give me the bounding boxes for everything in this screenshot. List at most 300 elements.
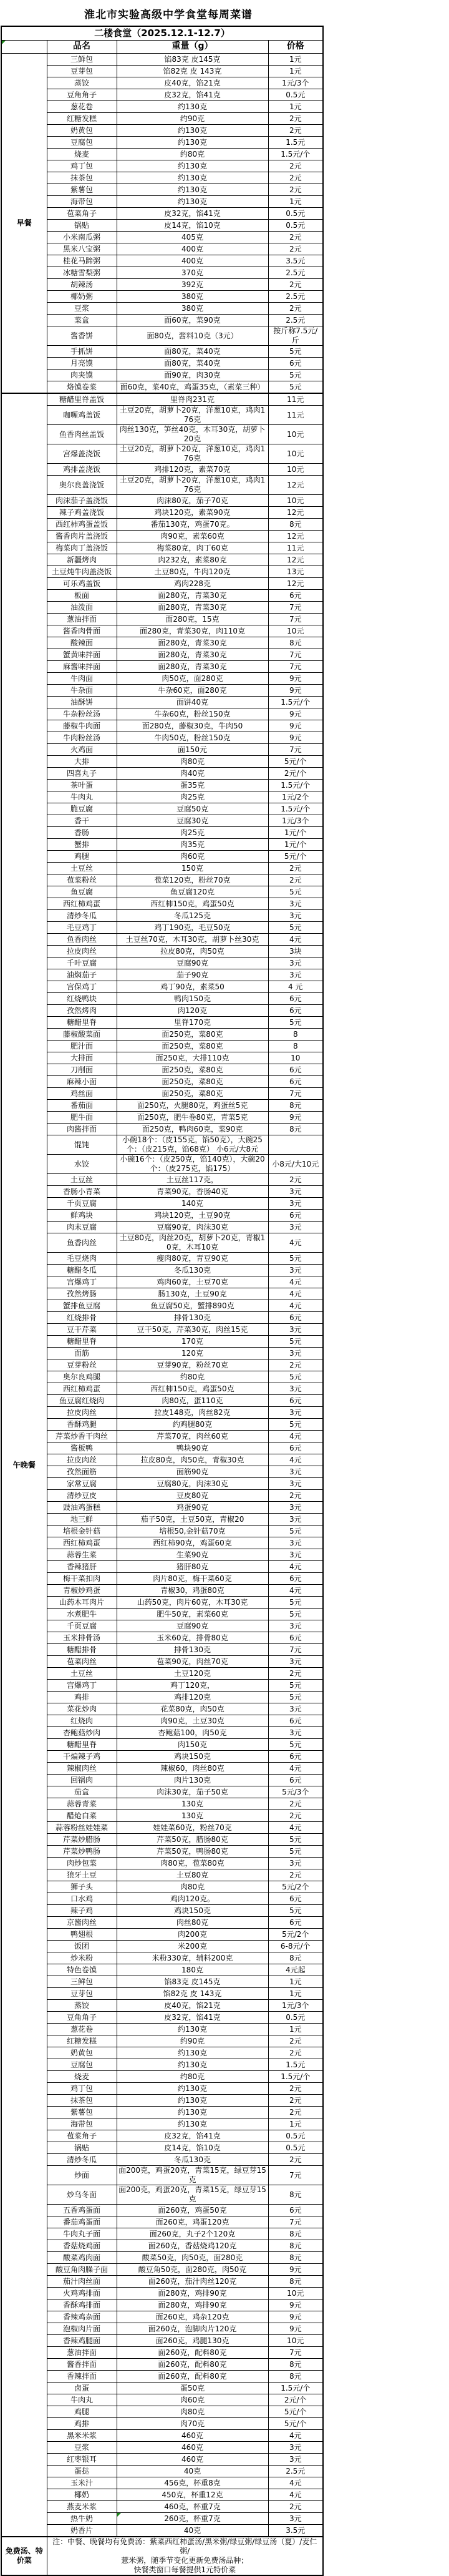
- item-name-cell: 鸡腿: [47, 851, 117, 863]
- item-price-cell: 5元: [268, 1834, 323, 1846]
- item-name-cell: 葱花卷: [47, 101, 117, 113]
- item-name-cell: 豆芽粉丝: [47, 1359, 117, 1371]
- item-name-cell: 红烧肉: [47, 1715, 117, 1727]
- item-price-cell: 4元: [268, 1233, 323, 1253]
- item-name-cell: 鸡排: [47, 1692, 117, 1703]
- item-price-cell: 9元: [268, 2299, 323, 2311]
- item-name-cell: 肥汁面: [47, 1041, 117, 1052]
- menu-row: [1, 2383, 323, 2394]
- item-price-cell: 5元/个: [268, 2418, 323, 2430]
- menu-row: [1, 1976, 323, 1988]
- item-weight-cell: 肉25克: [117, 827, 268, 839]
- menu-row: [1, 2035, 323, 2047]
- item-price-cell: 2元: [268, 2047, 323, 2059]
- item-weight-cell: 面280克，青菜30克: [117, 661, 268, 673]
- item-price-cell: 9元: [268, 720, 323, 732]
- item-price-cell: 1元: [268, 101, 323, 113]
- item-price-cell: 0.5元: [268, 2012, 323, 2024]
- item-price-cell: 3元: [268, 1324, 323, 1336]
- item-name-cell: 杏鲍菇炒肉: [47, 1727, 117, 1739]
- menu-row: [1, 2185, 323, 2205]
- item-price-cell: 1.5元: [268, 2059, 323, 2071]
- item-price-cell: 2元: [268, 113, 323, 125]
- menu-row: [1, 1324, 323, 1336]
- item-weight-cell: 170克: [117, 1336, 268, 1348]
- item-weight-cell: 蛋50克: [117, 2383, 268, 2394]
- menu-row: [1, 1359, 323, 1371]
- item-name-cell: 毛豆鸡丁: [47, 922, 117, 934]
- item-name-cell: 紫薯包: [47, 184, 117, 196]
- menu-row: [1, 1288, 323, 1300]
- item-weight-cell: 面250克，火腿80克，鸡蛋丝5克: [117, 1100, 268, 1112]
- item-name-cell: 三鲜包: [47, 1976, 117, 1988]
- item-price-cell: 6元: [268, 1442, 323, 1454]
- item-weight-cell: 豆干50克，芹菜30克，肉丝15克: [117, 1324, 268, 1336]
- item-weight-cell: 约130克: [117, 184, 268, 196]
- item-weight-cell: 馅82克 皮 143克: [117, 1988, 268, 2000]
- menu-row: [1, 2166, 323, 2185]
- menu-row: [1, 1265, 323, 1276]
- menu-row: [1, 1834, 323, 1846]
- item-price-cell: 3元: [268, 1383, 323, 1395]
- menu-row: [1, 1454, 323, 1466]
- item-price-cell: 3元: [268, 1198, 323, 1210]
- item-name-cell: 脆豆腐: [47, 803, 117, 815]
- menu-row: [1, 2130, 323, 2142]
- menu-row: [1, 1917, 323, 1929]
- menu-row: [1, 1253, 323, 1265]
- menu-row: [1, 1561, 323, 1573]
- menu-row: [1, 1371, 323, 1383]
- menu-row: [1, 2000, 323, 2012]
- item-name-cell: 肉沫茄子盖浇饭: [47, 495, 117, 507]
- item-weight-cell: 牛杂60克，面280克: [117, 685, 268, 697]
- item-price-cell: 1元: [268, 2024, 323, 2035]
- item-name-cell: 茄汁肉丝面: [47, 2276, 117, 2288]
- item-weight-cell: 花菜80克，肉50克: [117, 1703, 268, 1715]
- item-name-cell: 奶香片: [47, 2525, 117, 2537]
- item-price-cell: 6元: [268, 358, 323, 370]
- item-weight-cell: 娃娃菜60克，粉丝70克: [117, 1822, 268, 1834]
- menu-row: [1, 184, 323, 196]
- item-price-cell: 6元: [268, 2205, 323, 2216]
- item-name-cell: 糖醋冬瓜: [47, 1265, 117, 1276]
- item-price-cell: 2元: [268, 1174, 323, 1186]
- menu-row: [1, 1233, 323, 1253]
- menu-row: [1, 2525, 323, 2537]
- item-name-cell: 红烧鸭块: [47, 993, 117, 1005]
- menu-row: [1, 934, 323, 946]
- item-name-cell: 牛肉丸: [47, 2394, 117, 2406]
- item-price-cell: 9元: [268, 708, 323, 720]
- item-weight-cell: 380克: [117, 291, 268, 303]
- item-name-cell: 家常豆腐: [47, 1478, 117, 1490]
- item-name-cell: 香酥鸡腿: [47, 1419, 117, 1431]
- item-price-cell: 3元: [268, 1514, 323, 1526]
- item-weight-cell: 约90克: [117, 2035, 268, 2047]
- menu-row: [1, 851, 323, 863]
- item-name-cell: 糖醋里脊: [47, 1739, 117, 1751]
- item-name-cell: 牛肉丸: [47, 791, 117, 803]
- item-weight-cell: 约130克: [117, 2095, 268, 2107]
- item-name-cell: 麻辣小面: [47, 1076, 117, 1088]
- item-weight-cell: 约130克: [117, 160, 268, 172]
- menu-row: [1, 981, 323, 993]
- item-weight-cell: 肉25克: [117, 791, 268, 803]
- item-price-cell: 1.5元/个: [268, 149, 323, 160]
- item-price-cell: 8元: [268, 2252, 323, 2264]
- item-price-cell: 5元: [268, 381, 323, 394]
- item-weight-cell: 肉120克: [117, 1005, 268, 1017]
- item-weight-cell: 面260克，鸡蛋50克: [117, 2205, 268, 2216]
- menu-row: [1, 1135, 323, 1155]
- item-weight-cell: 约130克: [117, 172, 268, 184]
- menu-row: [1, 101, 323, 113]
- item-name-cell: 肉酱拌面: [47, 1124, 117, 1135]
- item-price-cell: 11元: [268, 393, 323, 406]
- item-name-cell: 酸菜鸡肉面: [47, 2252, 117, 2264]
- menu-row: [1, 2216, 323, 2228]
- item-name-cell: 可乐鸡盖饭: [47, 578, 117, 590]
- item-price-cell: 0.5元: [268, 2130, 323, 2142]
- item-name-cell: 三鲜包: [47, 54, 117, 66]
- item-price-cell: 3元: [268, 2454, 323, 2466]
- item-weight-cell: 豆芽90克，粉丝70克: [117, 1359, 268, 1371]
- item-name-cell: 宫爆鸡丁: [47, 1276, 117, 1288]
- item-weight-cell: 面250克，菜80克: [117, 1076, 268, 1088]
- item-name-cell: 海带包: [47, 196, 117, 208]
- item-weight-cell: 拉皮80克，肉50克，青椒30克: [117, 1454, 268, 1466]
- item-price-cell: 8元: [268, 1100, 323, 1112]
- item-price-cell: 2元: [268, 2035, 323, 2047]
- item-weight-cell: 里脊肉231克: [117, 393, 268, 406]
- item-weight-cell: 皮32克，馅41克: [117, 2130, 268, 2142]
- item-price-cell: 6元: [268, 1312, 323, 1324]
- menu-row: [1, 1490, 323, 1502]
- item-weight-cell: 皮40克，馅21克: [117, 2000, 268, 2012]
- item-price-cell: 7元: [268, 661, 323, 673]
- item-price-cell: 2元: [268, 2154, 323, 2166]
- item-weight-cell: 面280克，鸡排90克: [117, 2288, 268, 2299]
- menu-row: [1, 2228, 323, 2240]
- item-weight-cell: 豆腐80克，肉沫30克: [117, 1478, 268, 1490]
- item-name-cell: 培根金针菇: [47, 1526, 117, 1537]
- item-name-cell: 红糖发糕: [47, 2035, 117, 2047]
- menu-row: [1, 1775, 323, 1786]
- item-price-cell: 12元: [268, 531, 323, 542]
- item-weight-cell: 约130克: [117, 2047, 268, 2059]
- menu-row: [1, 358, 323, 370]
- menu-row: [1, 1174, 323, 1186]
- item-weight-cell: 约90克: [117, 113, 268, 125]
- item-weight-cell: 面260克，鸡蛋120克: [117, 2216, 268, 2228]
- menu-row: [1, 54, 323, 66]
- item-weight-cell: 皮14克，馅10克: [117, 220, 268, 232]
- item-weight-cell: 米200克: [117, 1941, 268, 1952]
- item-name-cell: 新疆烤肉: [47, 554, 117, 566]
- menu-row: [1, 993, 323, 1005]
- item-name-cell: 糖醋里脊盖饭: [47, 393, 117, 406]
- item-name-cell: 牛肉丸子面: [47, 2228, 117, 2240]
- item-weight-cell: 牛杂60克，粉丝150克: [117, 708, 268, 720]
- item-weight-cell: 辣椒60，肉丝80克: [117, 1763, 268, 1775]
- menu-row: [1, 346, 323, 358]
- item-name-cell: 芹菜炒腊肠: [47, 1834, 117, 1846]
- item-name-cell: 茶叶蛋: [47, 780, 117, 791]
- item-weight-cell: 肉80克: [117, 756, 268, 768]
- item-name-cell: 土豆丝: [47, 1174, 117, 1186]
- item-price-cell: 12元: [268, 507, 323, 519]
- menu-row: [1, 2513, 323, 2525]
- item-price-cell: 1.5元: [268, 137, 323, 149]
- item-name-cell: 鱼豆腐红烧肉: [47, 1395, 117, 1407]
- menu-row: [1, 874, 323, 886]
- item-name-cell: 清炒豆皮: [47, 1490, 117, 1502]
- item-name-cell: 菜盒: [47, 315, 117, 326]
- item-price-cell: 3元: [268, 910, 323, 922]
- item-weight-cell: 约130克: [117, 2118, 268, 2130]
- menu-row: [1, 1810, 323, 1822]
- menu-row: [1, 1798, 323, 1810]
- menu-row: [1, 1348, 323, 1359]
- item-name-cell: 小米南瓜粥: [47, 232, 117, 243]
- item-price-cell: 3元: [268, 1186, 323, 1198]
- item-name-cell: 蟹排: [47, 839, 117, 851]
- item-price-cell: 2元: [268, 1668, 323, 1680]
- item-name-cell: 豆角角子: [47, 2012, 117, 2024]
- menu-row: [1, 243, 323, 255]
- menu-row: [1, 886, 323, 898]
- menu-row: [1, 2107, 323, 2118]
- menu-row: [1, 125, 323, 137]
- menu-row: [1, 1881, 323, 1893]
- item-weight-cell: 肉90克，土豆30克: [117, 1715, 268, 1727]
- item-weight-cell: 约130克: [117, 137, 268, 149]
- item-name-cell: 鸡丁包: [47, 160, 117, 172]
- item-price-cell: 1元: [268, 66, 323, 77]
- item-name-cell: 豆角角子: [47, 89, 117, 101]
- item-name-cell: 土豆丝: [47, 1668, 117, 1680]
- menu-row: [1, 566, 323, 578]
- item-weight-cell: 豆腐90克: [117, 957, 268, 969]
- menu-row: [1, 1112, 323, 1124]
- page-title: 淮北市实验高级中学食堂每周菜谱: [84, 9, 253, 21]
- item-name-cell: 鱼香肉丝盖饭: [47, 425, 117, 444]
- item-name-cell: 西红柿鸡蛋: [47, 1537, 117, 1549]
- menu-row: [1, 2288, 323, 2299]
- item-price-cell: 2元: [268, 874, 323, 886]
- item-name-cell: 月亮馍: [47, 358, 117, 370]
- item-name-cell: 香辣猪肝: [47, 1561, 117, 1573]
- item-weight-cell: 酸菜50克，肉50克，面280克: [117, 2252, 268, 2264]
- item-weight-cell: 面250克，大排110克: [117, 1052, 268, 1064]
- item-name-cell: 泡椒肉片面: [47, 2323, 117, 2335]
- item-price-cell: 1.5元/个: [268, 2383, 323, 2394]
- item-weight-cell: 面260克，茄汁肉丝120克: [117, 2276, 268, 2288]
- item-weight-cell: 460克: [117, 2442, 268, 2454]
- item-name-cell: 奶黄包: [47, 2047, 117, 2059]
- menu-row: [1, 1041, 323, 1052]
- menu-row: [1, 2154, 323, 2166]
- item-weight-cell: 约130克: [117, 196, 268, 208]
- menu-row: [1, 803, 323, 815]
- menu-row: [1, 1715, 323, 1727]
- menu-row: [1, 756, 323, 768]
- item-name-cell: 拉皮肉丝: [47, 1454, 117, 1466]
- menu-row: [1, 279, 323, 291]
- note-line: 薏米粥，随季节变化更新免费汤品种；: [121, 2556, 249, 2565]
- item-price-cell: 1元: [268, 1976, 323, 1988]
- item-price-cell: 7元: [268, 1644, 323, 1656]
- menu-row: [1, 381, 323, 394]
- item-weight-cell: 130克: [117, 1798, 268, 1810]
- item-price-cell: 1元/个: [268, 827, 323, 839]
- item-name-cell: 土豆炖牛肉盖浇饭: [47, 566, 117, 578]
- item-price-cell: 4元: [268, 1763, 323, 1775]
- item-price-cell: 1元/3个: [268, 815, 323, 827]
- item-name-cell: 地三鲜: [47, 1514, 117, 1526]
- item-price-cell: 4元起: [268, 1964, 323, 1976]
- item-weight-cell: 猪肝80克: [117, 1561, 268, 1573]
- item-weight-cell: 面200克，鸡蛋20克，青菜15克，绿豆芽15克: [117, 2166, 268, 2185]
- item-name-cell: 特色卷馍: [47, 1964, 117, 1976]
- item-weight-cell: 皮14克，馅10克: [117, 2142, 268, 2154]
- item-price-cell: 3元: [268, 2513, 323, 2525]
- item-name-cell: 炒米粉: [47, 1952, 117, 1964]
- item-name-cell: 拉皮肉丝: [47, 946, 117, 957]
- menu-row: [1, 1644, 323, 1656]
- item-price-cell: 4元: [268, 1300, 323, 1312]
- item-price-cell: 7元: [268, 744, 323, 756]
- item-price-cell: 5元: [268, 1692, 323, 1703]
- item-weight-cell: 肉90克，素菜60克: [117, 531, 268, 542]
- item-weight-cell: 约鸡腿80克: [117, 1419, 268, 1431]
- item-weight-cell: 面250克，菜80克: [117, 1064, 268, 1076]
- item-price-cell: 12元: [268, 476, 323, 495]
- item-name-cell: 大排面: [47, 1052, 117, 1064]
- menu-row: [1, 1514, 323, 1526]
- item-weight-cell: 苞菜90克，肉丝70克: [117, 1656, 268, 1668]
- item-name-cell: 千页豆腐: [47, 1620, 117, 1632]
- menu-row: [1, 291, 323, 303]
- menu-row: [1, 1124, 323, 1135]
- item-name-cell: 苞菜肉丝: [47, 1656, 117, 1668]
- item-price-cell: 5元: [268, 370, 323, 381]
- menu-row: [1, 2276, 323, 2288]
- item-price-cell: 2.5元: [268, 291, 323, 303]
- item-price-cell: 小8元/大10元: [268, 1155, 323, 1174]
- menu-row: [1, 1703, 323, 1715]
- menu-row: [1, 232, 323, 243]
- menu-row: [1, 1620, 323, 1632]
- menu-row: [1, 1609, 323, 1620]
- menu-row: [1, 149, 323, 160]
- item-name-cell: 鸭翅根: [47, 1929, 117, 1941]
- menu-row: [1, 370, 323, 381]
- item-weight-cell: 面150元: [117, 744, 268, 756]
- menu-row: [1, 1017, 323, 1029]
- item-weight-cell: 肉丝80克: [117, 1917, 268, 1929]
- item-weight-cell: 杏鲍菇100，肉50克: [117, 1727, 268, 1739]
- item-price-cell: 10元: [268, 495, 323, 507]
- item-price-cell: 5元/个: [268, 2406, 323, 2418]
- menu-row: [1, 1155, 323, 1174]
- menu-row: [1, 1668, 323, 1680]
- item-weight-cell: 鸡蛋90克: [117, 1502, 268, 1514]
- item-weight-cell: 豆腐30克: [117, 815, 268, 827]
- item-weight-cell: 约80克: [117, 2071, 268, 2083]
- menu-row: [1, 89, 323, 101]
- menu-row: [1, 2442, 323, 2454]
- item-price-cell: 5元: [268, 346, 323, 358]
- item-price-cell: 2.5元: [268, 267, 323, 279]
- menu-row: [1, 673, 323, 685]
- item-weight-cell: 土豆80克，肉丝20克，胡萝卜20克，青椒10克，木耳10克: [117, 1233, 268, 1253]
- item-name-cell: 菜花炒肉: [47, 1703, 117, 1715]
- menu-row: [1, 2371, 323, 2383]
- menu-row: [1, 2430, 323, 2442]
- menu-row: [1, 1186, 323, 1198]
- menu-row: [1, 1442, 323, 1454]
- item-weight-cell: 面260克，配料80克: [117, 2347, 268, 2359]
- item-price-cell: 5元: [268, 1017, 323, 1029]
- item-price-cell: 1.5元/个: [268, 2071, 323, 2083]
- menu-row: [1, 303, 323, 315]
- item-weight-cell: 拉皮148克，肉丝82克: [117, 1407, 268, 1419]
- item-name-cell: 糖醋排骨: [47, 1644, 117, 1656]
- menu-row: [1, 649, 323, 661]
- item-weight-cell: 370克: [117, 267, 268, 279]
- menu-row: [1, 2477, 323, 2489]
- menu-row: [1, 898, 323, 910]
- menu-row: [1, 267, 323, 279]
- menu-row: [1, 2323, 323, 2335]
- menu-row: [1, 2359, 323, 2371]
- menu-row: [1, 744, 323, 756]
- menu-row: [1, 476, 323, 495]
- item-name-cell: 鱼豆腐: [47, 886, 117, 898]
- menu-row: [1, 1549, 323, 1561]
- item-name-cell: 清炒冬瓜: [47, 2154, 117, 2166]
- item-weight-cell: 土豆80克，牛肉120克: [117, 566, 268, 578]
- item-price-cell: 2元: [268, 1490, 323, 1502]
- item-name-cell: 醋炝白菜: [47, 1810, 117, 1822]
- item-name-cell: 糖醋里脊: [47, 1017, 117, 1029]
- item-name-cell: 孜然烤肠: [47, 1288, 117, 1300]
- item-name-cell: 藤椒酸菜面: [47, 1029, 117, 1041]
- item-weight-cell: 皮40克，馅21克: [117, 77, 268, 89]
- item-price-cell: 2元: [268, 1798, 323, 1810]
- item-weight-cell: 400克: [117, 243, 268, 255]
- item-name-cell: 酸辣面: [47, 637, 117, 649]
- item-name-cell: 辣椒肉丝: [47, 1763, 117, 1775]
- item-name-cell: 糖醋里脊: [47, 1336, 117, 1348]
- item-weight-cell: 芹菜50克，腊肠80克: [117, 1834, 268, 1846]
- item-name-cell: 清炒冬瓜: [47, 910, 117, 922]
- item-name-cell: 豆浆: [47, 2442, 117, 2454]
- item-weight-cell: 排骨130克: [117, 1644, 268, 1656]
- item-price-cell: 3元: [268, 1407, 323, 1419]
- item-name-cell: 刀削面: [47, 1064, 117, 1076]
- item-price-cell: 3元: [268, 1537, 323, 1549]
- item-price-cell: 3元: [268, 1348, 323, 1359]
- item-name-cell: 奥尔良盖浇饭: [47, 476, 117, 495]
- item-price-cell: 6元: [268, 1751, 323, 1763]
- item-price-cell: 5元/2个: [268, 1929, 323, 1941]
- table-header-row: [1, 41, 323, 54]
- item-name-cell: 香辣鸡腿面: [47, 2335, 117, 2347]
- menu-row: [1, 1276, 323, 1288]
